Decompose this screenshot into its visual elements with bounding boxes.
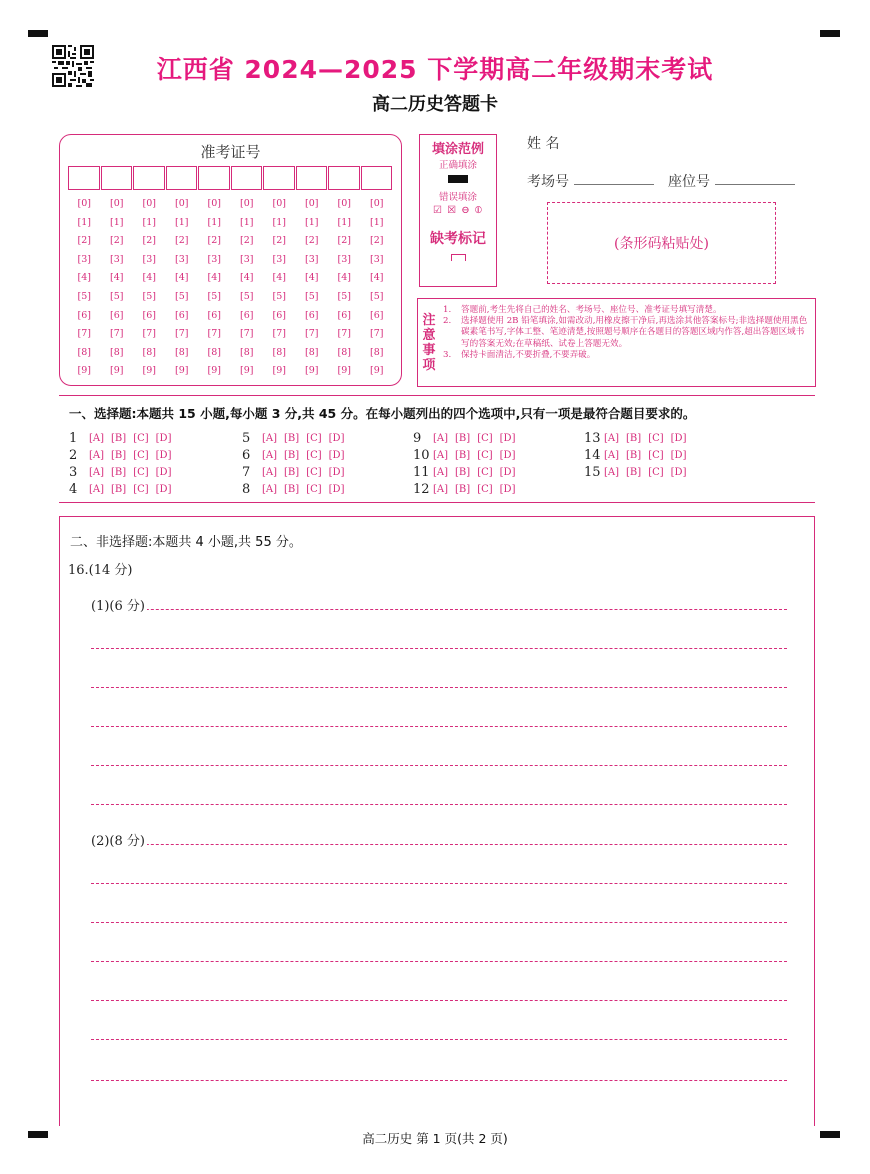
page-footer: 高二历史 第 1 页(共 2 页) [362, 1131, 508, 1146]
multiple-choice-section [59, 395, 815, 503]
question-number: 12 [413, 482, 430, 497]
id-digit-bubble[interactable]: [4] [337, 272, 351, 284]
id-digit-bubble[interactable]: [1] [207, 216, 221, 228]
id-digit-cell[interactable] [133, 166, 165, 190]
option-bubble[interactable]: [C] [306, 467, 322, 478]
id-digit-bubble[interactable]: [9] [142, 365, 156, 377]
option-bubble[interactable]: [B] [455, 433, 471, 444]
id-digit-bubble[interactable]: [6] [110, 309, 124, 321]
answer-line[interactable] [91, 922, 787, 923]
option-bubble[interactable]: [D] [499, 433, 516, 444]
answer-line[interactable] [91, 1039, 787, 1040]
exam-room-label: 考场号 [527, 174, 569, 190]
question-column [413, 430, 522, 498]
answer-line[interactable] [91, 687, 787, 688]
option-bubble[interactable]: [D] [499, 450, 516, 461]
answer-line[interactable] [91, 844, 787, 845]
id-digit-bubble[interactable]: [2] [175, 235, 189, 247]
registration-mark [820, 30, 840, 37]
id-digit-bubble[interactable]: [5] [77, 290, 91, 302]
id-digit-row [68, 254, 396, 273]
id-digit-bubble[interactable]: [3] [370, 253, 384, 265]
option-bubble[interactable]: [B] [626, 450, 642, 461]
question-16-2-label: (2)(8 分) [91, 830, 147, 849]
admission-number-input-cells [68, 166, 393, 190]
id-digit-row [68, 198, 396, 217]
choice-question [413, 430, 522, 447]
option-bubble[interactable]: [D] [155, 433, 172, 444]
option-bubble[interactable]: [A] [89, 450, 105, 461]
id-digit-bubble[interactable]: [2] [337, 235, 351, 247]
option-bubble[interactable]: [C] [648, 467, 664, 478]
id-digit-bubble[interactable]: [2] [207, 235, 221, 247]
question-column [69, 430, 178, 498]
option-bubble[interactable]: [C] [133, 467, 149, 478]
id-digit-bubble[interactable]: [7] [207, 328, 221, 340]
id-digit-row [68, 328, 396, 347]
id-digit-bubble[interactable]: [9] [305, 365, 319, 377]
question-number: 3 [69, 465, 78, 480]
option-bubble[interactable]: [D] [499, 484, 516, 495]
id-digit-bubble[interactable]: [4] [240, 272, 254, 284]
id-digit-bubble[interactable]: [0] [337, 198, 351, 209]
option-bubble[interactable]: [A] [604, 450, 620, 461]
id-digit-bubble[interactable]: [8] [77, 346, 91, 358]
question-16-1-label: (1)(6 分) [91, 595, 147, 614]
choice-question [584, 430, 693, 447]
question-number: 4 [69, 482, 78, 497]
option-bubble[interactable]: [B] [626, 433, 642, 444]
id-digit-bubble[interactable]: [7] [305, 328, 319, 340]
wrong-fill-label: 错误填涂 [438, 192, 477, 203]
id-digit-bubble[interactable]: [8] [207, 346, 221, 358]
id-digit-row [68, 235, 396, 254]
option-bubble[interactable]: [B] [111, 433, 127, 444]
id-digit-bubble[interactable]: [3] [240, 253, 254, 265]
id-digit-bubble[interactable]: [1] [110, 216, 124, 228]
question-number: 14 [584, 448, 601, 463]
id-digit-bubble[interactable]: [7] [77, 328, 91, 340]
option-bubble[interactable]: [D] [155, 467, 172, 478]
id-digit-bubble[interactable]: [7] [110, 328, 124, 340]
id-digit-row [68, 217, 396, 236]
option-bubble[interactable]: [C] [477, 450, 493, 461]
wrong-fill-samples: ☑ ☒ ⊖ ⦶ [432, 205, 484, 216]
question-column [584, 430, 693, 481]
answer-line[interactable] [91, 804, 787, 805]
id-digit-bubble[interactable]: [3] [110, 253, 124, 265]
id-digit-bubble[interactable]: [6] [175, 309, 189, 321]
id-digit-bubble[interactable]: [7] [272, 328, 286, 340]
id-digit-bubble[interactable]: [9] [110, 365, 124, 377]
id-digit-bubble[interactable]: [5] [175, 290, 189, 302]
answer-line[interactable] [91, 648, 787, 649]
name-label: 姓 名 [527, 136, 560, 152]
option-bubble[interactable]: [C] [306, 484, 322, 495]
id-digit-bubble[interactable]: [6] [207, 309, 221, 321]
id-digit-bubble[interactable]: [4] [77, 272, 91, 284]
option-bubble[interactable]: [A] [89, 433, 105, 444]
id-digit-bubble[interactable]: [2] [110, 235, 124, 247]
question-number: 9 [413, 431, 422, 446]
id-digit-bubble[interactable]: [0] [175, 198, 189, 209]
id-digit-bubble[interactable]: [4] [207, 272, 221, 284]
question-number: 1 [69, 431, 78, 446]
question-column [242, 430, 351, 498]
option-bubble[interactable]: [B] [455, 467, 471, 478]
option-bubble[interactable]: [B] [284, 450, 300, 461]
id-digit-bubble[interactable]: [3] [142, 253, 156, 265]
fill-example-box [419, 134, 497, 287]
notice-item-text: 保持卡面清洁,不要折叠,不要弄破。 [461, 349, 596, 360]
id-digit-bubble[interactable]: [8] [240, 346, 254, 358]
id-digit-bubble[interactable]: [0] [207, 198, 221, 209]
option-bubble[interactable]: [B] [455, 484, 471, 495]
id-digit-row [68, 347, 396, 366]
barcode-label: (条形码粘贴处) [614, 236, 709, 252]
notice-item [443, 316, 811, 350]
choice-question [242, 464, 351, 481]
id-digit-bubble[interactable]: [9] [337, 365, 351, 377]
question-number: 13 [584, 431, 601, 446]
choice-question [69, 447, 178, 464]
question-number: 6 [242, 448, 251, 463]
question-16-label: 16.(14 分) [68, 563, 133, 578]
id-digit-bubble[interactable]: [0] [305, 198, 319, 209]
id-digit-bubble[interactable]: [3] [207, 253, 221, 265]
id-digit-bubble[interactable]: [4] [305, 272, 319, 284]
notice-item [443, 305, 811, 316]
option-bubble[interactable]: [C] [477, 484, 493, 495]
seat-number-label: 座位号 [668, 174, 710, 190]
admission-number-label: 准考证号 [200, 143, 261, 161]
option-bubble[interactable]: [A] [604, 467, 620, 478]
choice-question [413, 447, 522, 464]
id-digit-bubble[interactable]: [2] [305, 235, 319, 247]
option-bubble[interactable]: [C] [648, 433, 664, 444]
option-bubble[interactable]: [D] [499, 467, 516, 478]
option-bubble[interactable]: [A] [89, 467, 105, 478]
option-bubble[interactable]: [D] [328, 467, 345, 478]
admission-number-box [59, 134, 402, 386]
id-digit-bubble[interactable]: [4] [370, 272, 384, 284]
choice-question [413, 481, 522, 498]
barcode-area [547, 202, 776, 284]
option-bubble[interactable]: [D] [328, 484, 345, 495]
choice-question [584, 464, 693, 481]
option-bubble[interactable]: [B] [284, 433, 300, 444]
id-digit-bubble[interactable]: [1] [370, 216, 384, 228]
question-number: 2 [69, 448, 78, 463]
id-digit-bubble[interactable]: [3] [305, 253, 319, 265]
option-bubble[interactable]: [C] [133, 484, 149, 495]
choice-question [69, 481, 178, 498]
choice-question [242, 447, 351, 464]
notice-side-label: 注意事项 [422, 313, 436, 373]
id-digit-bubble[interactable]: [2] [142, 235, 156, 247]
id-digit-bubble[interactable]: [0] [240, 198, 254, 209]
registration-mark [28, 30, 48, 37]
choice-question [584, 447, 693, 464]
answer-sheet-subtitle: 高二历史答题卡 [372, 94, 498, 115]
id-digit-bubble[interactable]: [8] [272, 346, 286, 358]
exam-title: 江西省 2024—2025 下学期高二年级期末考试 [156, 55, 714, 84]
id-digit-bubble[interactable]: [8] [305, 346, 319, 358]
id-digit-bubble[interactable]: [2] [77, 235, 91, 247]
id-digit-bubble[interactable]: [5] [337, 290, 351, 302]
option-bubble[interactable]: [D] [328, 433, 345, 444]
id-digit-cell[interactable] [198, 166, 230, 190]
id-digit-bubble[interactable]: [4] [142, 272, 156, 284]
seat-number-field[interactable] [715, 184, 795, 185]
id-digit-bubble[interactable]: [2] [240, 235, 254, 247]
id-digit-cell[interactable] [231, 166, 263, 190]
answer-line[interactable] [91, 1080, 787, 1081]
option-bubble[interactable]: [B] [626, 467, 642, 478]
answer-line[interactable] [91, 765, 787, 766]
notice-box [417, 298, 816, 387]
id-digit-bubble[interactable]: [9] [370, 365, 384, 377]
id-digit-bubble[interactable]: [7] [175, 328, 189, 340]
option-bubble[interactable]: [B] [284, 484, 300, 495]
exam-room-field[interactable] [574, 184, 654, 185]
id-digit-bubble[interactable]: [8] [175, 346, 189, 358]
notice-item-text: 答题前,考生先将自己的姓名、考场号、座位号、准考证号填写清楚。 [461, 305, 722, 315]
id-bubble-grid [68, 198, 396, 384]
choice-question [242, 430, 351, 447]
option-bubble[interactable]: [B] [455, 450, 471, 461]
option-bubble[interactable]: [B] [111, 467, 127, 478]
id-digit-bubble[interactable]: [5] [272, 290, 286, 302]
option-bubble[interactable]: [D] [328, 450, 345, 461]
option-bubble[interactable]: [A] [262, 484, 278, 495]
option-bubble[interactable]: [A] [262, 450, 278, 461]
answer-line[interactable] [91, 961, 787, 962]
answer-line[interactable] [91, 726, 787, 727]
id-digit-bubble[interactable]: [8] [142, 346, 156, 358]
id-digit-bubble[interactable]: [4] [110, 272, 124, 284]
id-digit-bubble[interactable]: [5] [207, 290, 221, 302]
id-digit-bubble[interactable]: [3] [337, 253, 351, 265]
id-digit-bubble[interactable]: [0] [77, 198, 91, 209]
option-bubble[interactable]: [D] [155, 450, 172, 461]
choice-question [413, 464, 522, 481]
id-digit-bubble[interactable]: [1] [142, 216, 156, 228]
id-digit-bubble[interactable]: [1] [175, 216, 189, 228]
id-digit-bubble[interactable]: [6] [240, 309, 254, 321]
id-digit-row [68, 310, 396, 329]
id-digit-bubble[interactable]: [7] [370, 328, 384, 340]
id-digit-row [68, 291, 396, 310]
id-digit-bubble[interactable]: [9] [240, 365, 254, 377]
option-bubble[interactable]: [D] [670, 467, 687, 478]
id-digit-bubble[interactable]: [5] [110, 290, 124, 302]
id-digit-bubble[interactable]: [4] [175, 272, 189, 284]
id-digit-bubble[interactable]: [6] [142, 309, 156, 321]
id-digit-bubble[interactable]: [1] [77, 216, 91, 228]
option-bubble[interactable]: [A] [433, 450, 449, 461]
question-number: 10 [413, 448, 430, 463]
id-digit-bubble[interactable]: [2] [370, 235, 384, 247]
id-digit-bubble[interactable]: [6] [77, 309, 91, 321]
choice-question [242, 481, 351, 498]
written-answer-section [59, 516, 815, 1126]
id-digit-bubble[interactable]: [4] [272, 272, 286, 284]
choice-question [69, 464, 178, 481]
id-digit-row [68, 365, 396, 384]
id-digit-bubble[interactable]: [7] [142, 328, 156, 340]
id-digit-bubble[interactable]: [1] [240, 216, 254, 228]
option-bubble[interactable]: [A] [604, 433, 620, 444]
option-bubble[interactable]: [D] [670, 433, 687, 444]
option-bubble[interactable]: [C] [306, 433, 322, 444]
correct-fill-label: 正确填涂 [438, 160, 477, 171]
section2-heading: 二、非选择题:本题共 4 小题,共 55 分。 [70, 535, 302, 550]
option-bubble[interactable]: [A] [433, 433, 449, 444]
absent-mark-label: 缺考标记 [430, 231, 486, 247]
id-digit-bubble[interactable]: [1] [305, 216, 319, 228]
notice-item-number: 1. [443, 305, 452, 315]
id-digit-row [68, 272, 396, 291]
answer-line[interactable] [91, 609, 787, 610]
option-bubble[interactable]: [C] [133, 450, 149, 461]
option-bubble[interactable]: [C] [306, 450, 322, 461]
id-digit-bubble[interactable]: [6] [370, 309, 384, 321]
notice-item-text: 选择题使用 2B 铅笔填涂,如需改动,用橡皮擦干净后,再选涂其他答案标号;非选择题使用黑色碳素笔书写,字体工整、笔迹清楚,按照题号顺序在各题目的答题区域内作答,超出答题区域书写的答案无效;在草稿纸、试卷上答题无效。 [461, 316, 808, 349]
notice-item-number: 2. [443, 316, 452, 327]
option-bubble[interactable]: [C] [477, 467, 493, 478]
id-digit-bubble[interactable]: [6] [337, 309, 351, 321]
option-bubble[interactable]: [A] [89, 484, 105, 495]
id-digit-bubble[interactable]: [8] [370, 346, 384, 358]
id-digit-bubble[interactable]: [8] [110, 346, 124, 358]
question-number: 7 [242, 465, 251, 480]
question-number: 11 [413, 465, 430, 480]
option-bubble[interactable]: [B] [111, 484, 127, 495]
id-digit-bubble[interactable]: [1] [272, 216, 286, 228]
id-digit-bubble[interactable]: [9] [272, 365, 286, 377]
option-bubble[interactable]: [A] [262, 433, 278, 444]
option-bubble[interactable]: [C] [477, 433, 493, 444]
id-digit-bubble[interactable]: [3] [175, 253, 189, 265]
answer-line[interactable] [91, 1000, 787, 1001]
id-digit-bubble[interactable]: [0] [370, 198, 384, 209]
id-digit-bubble[interactable]: [3] [77, 253, 91, 265]
id-digit-bubble[interactable]: [1] [337, 216, 351, 228]
choice-question [69, 430, 178, 447]
question-number: 8 [242, 482, 251, 497]
id-digit-bubble[interactable]: [5] [305, 290, 319, 302]
id-digit-cell[interactable] [101, 166, 133, 190]
id-digit-bubble[interactable]: [2] [272, 235, 286, 247]
question-number: 15 [584, 465, 601, 480]
id-digit-cell[interactable] [68, 166, 100, 190]
id-digit-bubble[interactable]: [9] [207, 365, 221, 377]
option-bubble[interactable]: [D] [155, 484, 172, 495]
id-digit-bubble[interactable]: [7] [240, 328, 254, 340]
id-digit-bubble[interactable]: [5] [142, 290, 156, 302]
option-bubble[interactable]: [C] [133, 433, 149, 444]
answer-line[interactable] [91, 883, 787, 884]
option-bubble[interactable]: [A] [433, 467, 449, 478]
id-digit-bubble[interactable]: [5] [240, 290, 254, 302]
section1-heading: 一、选择题:本题共 15 小题,每小题 3 分,共 45 分。在每小题列出的四个选项中,只有一项是最符合题目要求的。 [69, 406, 696, 421]
option-bubble[interactable]: [B] [284, 467, 300, 478]
fill-example-title: 填涂范例 [431, 142, 484, 157]
id-digit-bubble[interactable]: [0] [110, 198, 124, 209]
id-digit-bubble[interactable]: [3] [272, 253, 286, 265]
question-number: 5 [242, 431, 251, 446]
option-bubble[interactable]: [A] [433, 484, 449, 495]
id-digit-cell[interactable] [361, 166, 393, 190]
id-digit-bubble[interactable]: [6] [272, 309, 286, 321]
option-bubble[interactable]: [D] [670, 450, 687, 461]
notice-item [443, 350, 811, 361]
option-bubble[interactable]: [B] [111, 450, 127, 461]
id-digit-cell[interactable] [296, 166, 328, 190]
id-digit-bubble[interactable]: [0] [142, 198, 156, 209]
id-digit-bubble[interactable]: [5] [370, 290, 384, 302]
notice-item-number: 3. [443, 349, 452, 360]
id-digit-bubble[interactable]: [9] [77, 365, 91, 377]
option-bubble[interactable]: [C] [648, 450, 664, 461]
id-digit-cell[interactable] [328, 166, 360, 190]
option-bubble[interactable]: [A] [262, 467, 278, 478]
id-digit-bubble[interactable]: [6] [305, 309, 319, 321]
id-digit-bubble[interactable]: [0] [272, 198, 286, 209]
id-digit-cell[interactable] [166, 166, 198, 190]
correct-fill-sample [448, 175, 468, 183]
id-digit-bubble[interactable]: [9] [175, 365, 189, 377]
id-digit-bubble[interactable]: [8] [337, 346, 351, 358]
id-digit-bubble[interactable]: [7] [337, 328, 351, 340]
id-digit-cell[interactable] [263, 166, 295, 190]
absent-mark-box[interactable] [451, 254, 466, 261]
